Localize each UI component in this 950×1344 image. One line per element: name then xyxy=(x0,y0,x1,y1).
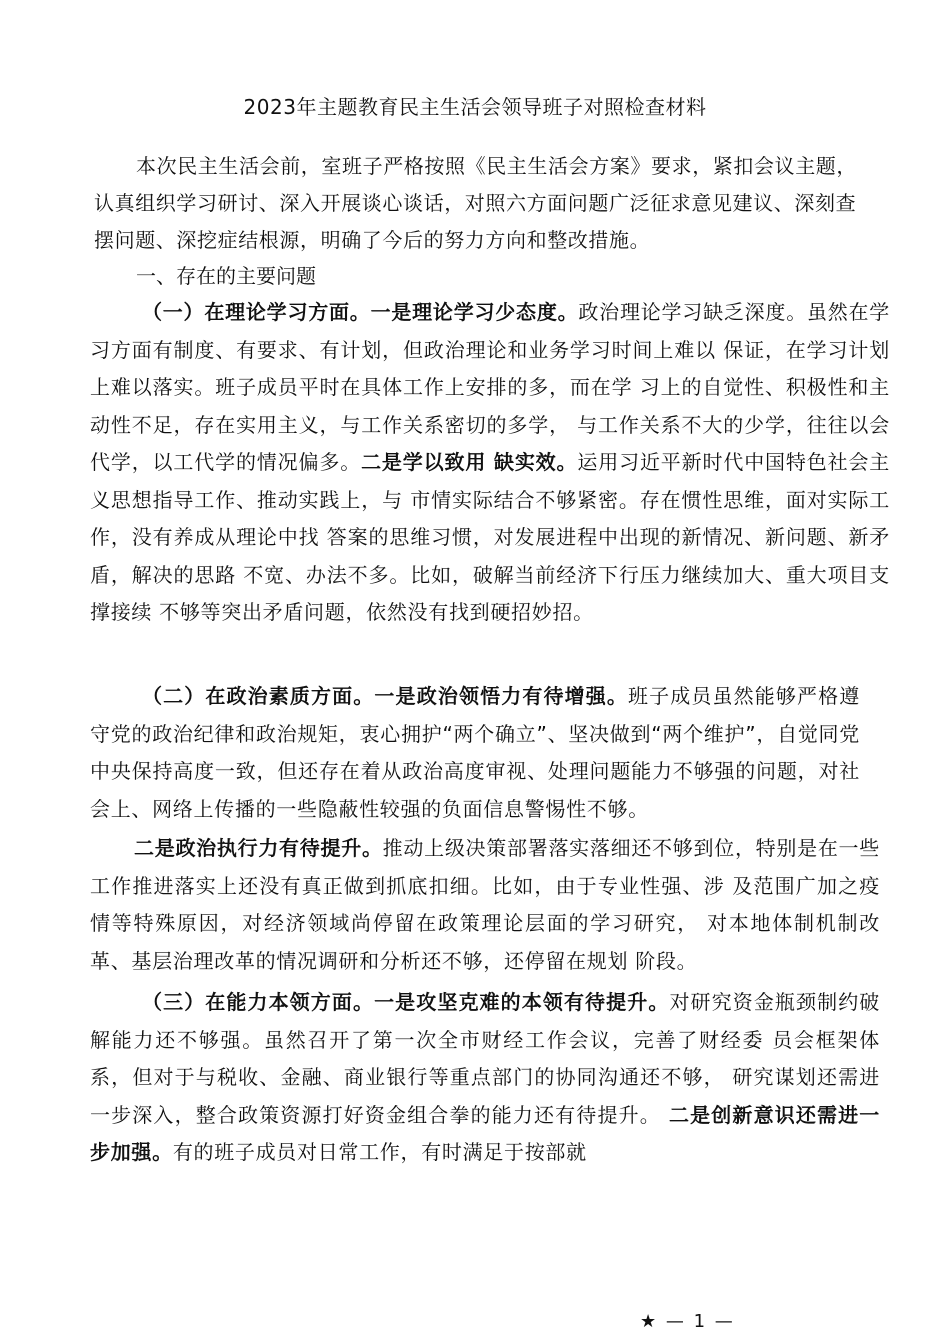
political-execution-text: 推动上级决策部署落实落细还不够到位，特别是在一些工作推进落实上还没有真正做到抓底扣细。比如，由于专业性强、涉 及范围广加之疫情等特殊原因，对经济领域尚停留在政策理论层面的学习研究， 对本地体制机制改革、基层治理改革的情况调研和分析还不够，还停留在规划 阶段。 xyxy=(90,836,880,973)
theory-practice-text: 运用习近平新时代中国特色社会主义思想指导工作、推动实践上，与 市情实际结合不够紧密。存在惯性思维，面对实际工作，没有养成从理论中找 答案的思维习惯，对发展进程中出现的新情况、新问题、新矛盾，解决的思路 不宽、办法不多。比如，破解当前经济下行压力继续加大、重大项目支撑接续 不够等突出矛盾问题，依然没有找到硬招妙招。 xyxy=(90,450,890,624)
paragraph-political-quality xyxy=(90,678,860,828)
political-execution-heading: 二是政治执行力有待提升。 xyxy=(134,836,383,860)
innovation-text: 有的班子成员对日常工作，有时满足于按部就 xyxy=(172,1140,587,1164)
innovation-heading: 二是创新意识还需进一步加强。 xyxy=(90,1102,880,1164)
political-quality-heading: （二）在政治素质方面。一是政治领悟力有待增强。 xyxy=(142,684,628,708)
ability-text: 对研究资金瓶颈制约破解能力还不够强。虽然召开了第一次全市财经工作会议，完善了财经委 员会框架体系，但对于与税收、金融、商业银行等重点部门的协同沟通还不够， 研究谋划还需进一步深入，整合政策资源打好资金组合拳的能力还有待提升。 xyxy=(90,990,881,1127)
political-quality-text: 班子成员虽然能够严格遵守党的政治纪律和政治规矩，衷心拥护“两个确立”、坚决做到“两个维护”，自觉同党中央保持高度一致，但还存在着从政治高度审视、处理问题能力不够强的问题，对社会上、网络上传播的一些隐蔽性较强的负面信息警惕性不够。 xyxy=(90,684,860,821)
paragraph-ability xyxy=(90,984,880,1172)
theory-study-heading: （一）在理论学习方面。一是理论学习少态度。 xyxy=(142,300,579,324)
document-title: 2023年主题教育民主生活会领导班子对照检查材料 xyxy=(243,95,707,119)
page-number: — 1 — xyxy=(665,1311,735,1332)
intro-paragraph: 本次民主生活会前，室班子严格按照《民主生活会方案》要求，紧扣会议主题，认真组织学习研讨、深入开展谈心谈话，对照六方面问题广泛征求意见建议、深刻查摆问题、深挖症结根源，明确了今后的努力方向和整改措施。 xyxy=(94,154,857,252)
section-heading: 一、存在的主要问题 xyxy=(136,264,316,288)
ability-heading: （三）在能力本领方面。一是攻坚克难的本领有待提升。 xyxy=(142,990,670,1014)
theory-practice-heading: 二是学以致用 缺实效。 xyxy=(361,450,578,474)
paragraph-political-execution xyxy=(90,830,880,980)
page-footer xyxy=(640,1310,735,1334)
paragraph-theory-study xyxy=(90,294,890,632)
star-icon: ★ xyxy=(640,1311,659,1332)
theory-study-text: 政治理论学习缺乏深度。虽然在学习方面有制度、有要求、有计划，但政治理论和业务学习时间上难以 保证，在学习计划上难以落实。班子成员平时在具体工作上安排的多，而在学 习上的自觉性、积极性和主动性不足，存在实用主义，与工作关系密切的多学， 与工作关系不大的少学，往往以会代学，以工代学的情况偏多。 xyxy=(90,300,891,474)
